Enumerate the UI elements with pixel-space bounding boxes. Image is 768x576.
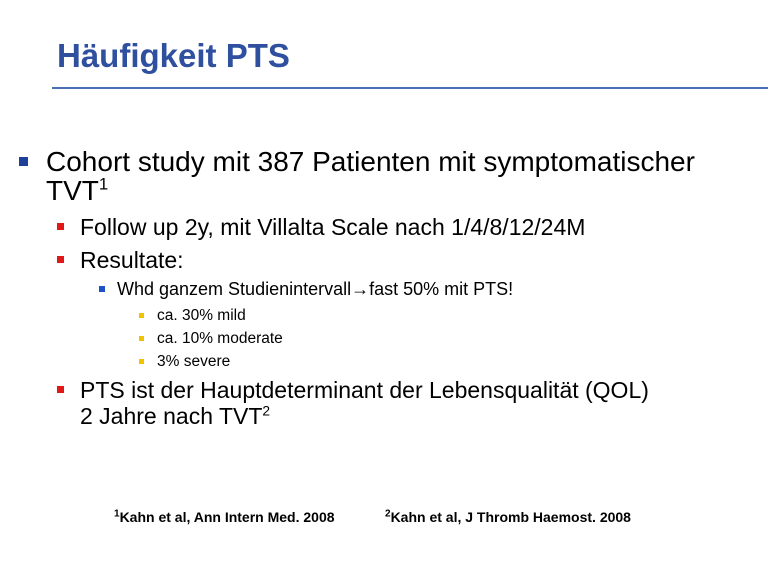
- reference-1: [114, 509, 335, 525]
- bullet-severe: [157, 352, 230, 372]
- slide-title: Häufigkeit PTS: [57, 37, 290, 74]
- bullet-severe-text: 3% severe: [157, 353, 231, 370]
- bullet-mild: [157, 306, 246, 326]
- bullet-cohort-line1: [46, 148, 695, 176]
- square-bullet-icon: [57, 223, 64, 230]
- bullet-cohort-text: Cohort study mit 387 Patienten mit symptomatischer: [46, 146, 695, 177]
- bullet-pts-text: PTS ist der Hauptdeterminant der Lebensqualität (QOL): [80, 377, 649, 403]
- reference-marker: 2: [385, 508, 391, 520]
- square-bullet-icon: [139, 336, 144, 341]
- reference-2-text: Kahn et al, J Thromb Haemost. 2008: [390, 509, 631, 525]
- bullet-moderate-text: ca. 10% moderate: [157, 330, 283, 347]
- bullet-whd: [117, 278, 513, 300]
- bullet-mild-text: ca. 30% mild: [157, 307, 246, 324]
- bullet-resultate: [80, 247, 184, 273]
- square-bullet-icon: [57, 386, 64, 393]
- square-bullet-icon: [57, 256, 64, 263]
- footnote-marker: 2: [262, 403, 271, 419]
- bullet-whd-text: Whd ganzem Studienintervall: [117, 279, 352, 299]
- square-bullet-icon: [139, 313, 144, 318]
- bullet-moderate: [157, 329, 283, 349]
- bullet-cohort-line2: [46, 174, 109, 206]
- bullet-cohort-text-cont: TVT: [46, 175, 99, 206]
- arrow-right-icon: →: [351, 279, 370, 299]
- bullet-followup: [80, 214, 585, 240]
- title-underline: [52, 87, 768, 89]
- reference-2: [385, 509, 631, 525]
- bullet-resultate-text: Resultate:: [80, 247, 184, 273]
- bullet-followup-text: Follow up 2y, mit Villalta Scale nach 1/4/8/12/24M: [80, 214, 586, 240]
- square-bullet-icon: [139, 359, 144, 364]
- bullet-whd-result: fast 50% mit PTS!: [369, 279, 514, 299]
- bullet-pts-line1: [80, 377, 649, 403]
- square-bullet-icon: [19, 157, 28, 166]
- reference-1-text: Kahn et al, Ann Intern Med. 2008: [119, 509, 335, 525]
- footnote-marker: 1: [98, 174, 109, 194]
- reference-marker: 1: [114, 508, 120, 520]
- bullet-pts-text-cont: 2 Jahre nach TVT: [80, 403, 263, 429]
- bullet-pts-line2: [80, 403, 270, 429]
- square-bullet-icon: [99, 286, 105, 292]
